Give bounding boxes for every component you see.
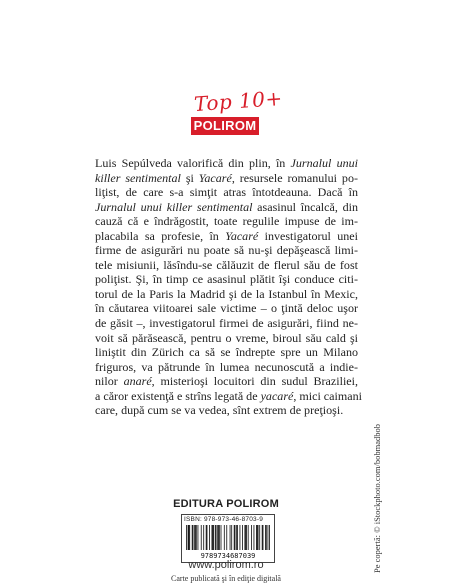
polirom-logo-box: POLIROM	[191, 117, 259, 135]
blurb-italic-text: Yacaré	[198, 170, 232, 185]
blurb-text: liţist, de care s-a simţit atras întotdeauna. Dacă în	[95, 185, 358, 200]
blurb-italic-text: yacaré	[260, 388, 294, 403]
blurb-line	[95, 185, 358, 200]
blurb-text: friguros, va pătrunde în lumea necunoscută a indie-	[95, 359, 358, 374]
series-logo: Top 10+	[193, 85, 284, 117]
back-cover-blurb	[95, 156, 362, 418]
blurb-line	[95, 374, 358, 389]
blurb-line	[95, 345, 358, 360]
blurb-text: , misterioşi locuitori din sudul Braziliei,	[151, 374, 358, 389]
blurb-line	[95, 200, 358, 215]
blurb-text: firme de asigurări nu poate să nu-şi depăşească limi-	[95, 243, 358, 258]
blurb-line	[95, 287, 358, 302]
blurb-text: cauză că e îndrăgostit, toate regulile impuse de im-	[95, 214, 358, 229]
blurb-line	[95, 243, 358, 258]
isbn-barcode-box	[181, 514, 275, 563]
isbn-text: ISBN: 978-973-46-8703-9	[184, 516, 264, 523]
blurb-line	[95, 388, 362, 404]
blurb-text: , mici caimani	[293, 388, 362, 403]
blurb-italic-text: Jurnalul unui killer sentimental	[95, 199, 253, 214]
blurb-text: asasinul încalcă, din	[252, 199, 358, 214]
cover-photo-credit: Pe copertă: © iStockphoto.com/bobmadbob	[372, 423, 382, 573]
blurb-text: investigatorul unei	[258, 228, 358, 243]
blurb-text: placabila sa profesie, în	[95, 228, 226, 243]
blurb-line	[95, 214, 358, 229]
blurb-text: tele misiunii, lăsîndu-se călăuzit de flerul său de fost	[95, 257, 358, 272]
blurb-text: nilor	[95, 374, 124, 389]
blurb-italic-text: Yacaré	[225, 228, 259, 243]
blurb-text: care, după cum se va vedea, sînt extrem de preţioşi.	[95, 403, 344, 418]
blurb-italic-text: anaré	[123, 374, 152, 389]
blurb-text: voit să părăsească, pentru o vreme, biroul său cald şi	[95, 330, 358, 345]
blurb-line	[95, 229, 358, 244]
blurb-line	[95, 360, 358, 375]
website-url: www.polirom.ro	[188, 559, 264, 571]
barcode-icon	[186, 525, 270, 559]
blurb-line	[95, 331, 358, 346]
blurb-line	[95, 301, 358, 316]
publisher-name: EDITURA POLIROM	[173, 498, 279, 510]
blurb-line	[95, 258, 358, 273]
blurb-text: poliţist. Şi, în timp ce asasinul plătit îşi conduce citi-	[95, 272, 358, 287]
blurb-text: în căutarea viitoarei sale victime – o ţintă deloc uşor	[95, 301, 358, 316]
blurb-line	[95, 403, 358, 418]
blurb-line	[95, 171, 358, 186]
blurb-text: Luis Sepúlveda valorifică din plin, în	[95, 156, 291, 170]
blurb-italic-text: killer sentimental	[95, 170, 181, 185]
blurb-text: liniştit din Zürich ca să se îndrepte spre un Milano	[95, 345, 358, 360]
blurb-line	[95, 316, 358, 331]
blurb-text: a căror existenţă e strîns legată de	[95, 388, 261, 403]
barcode-digits: 9789734687039	[200, 552, 256, 559]
blurb-text: de găsit –, investigatorul firmei de asigurări, fiind ne-	[95, 316, 358, 331]
digital-edition-note: Carte publicată şi în ediţie digitală	[171, 574, 281, 583]
blurb-italic-text: Jurnalul unui	[290, 156, 358, 170]
blurb-text: şi	[180, 170, 199, 185]
blurb-line	[95, 156, 358, 171]
blurb-line	[95, 272, 358, 287]
blurb-text: torul de la Paris la Madrid şi de la Istanbul în Mexic,	[95, 286, 358, 301]
blurb-text: , resursele romanului po-	[231, 170, 358, 185]
